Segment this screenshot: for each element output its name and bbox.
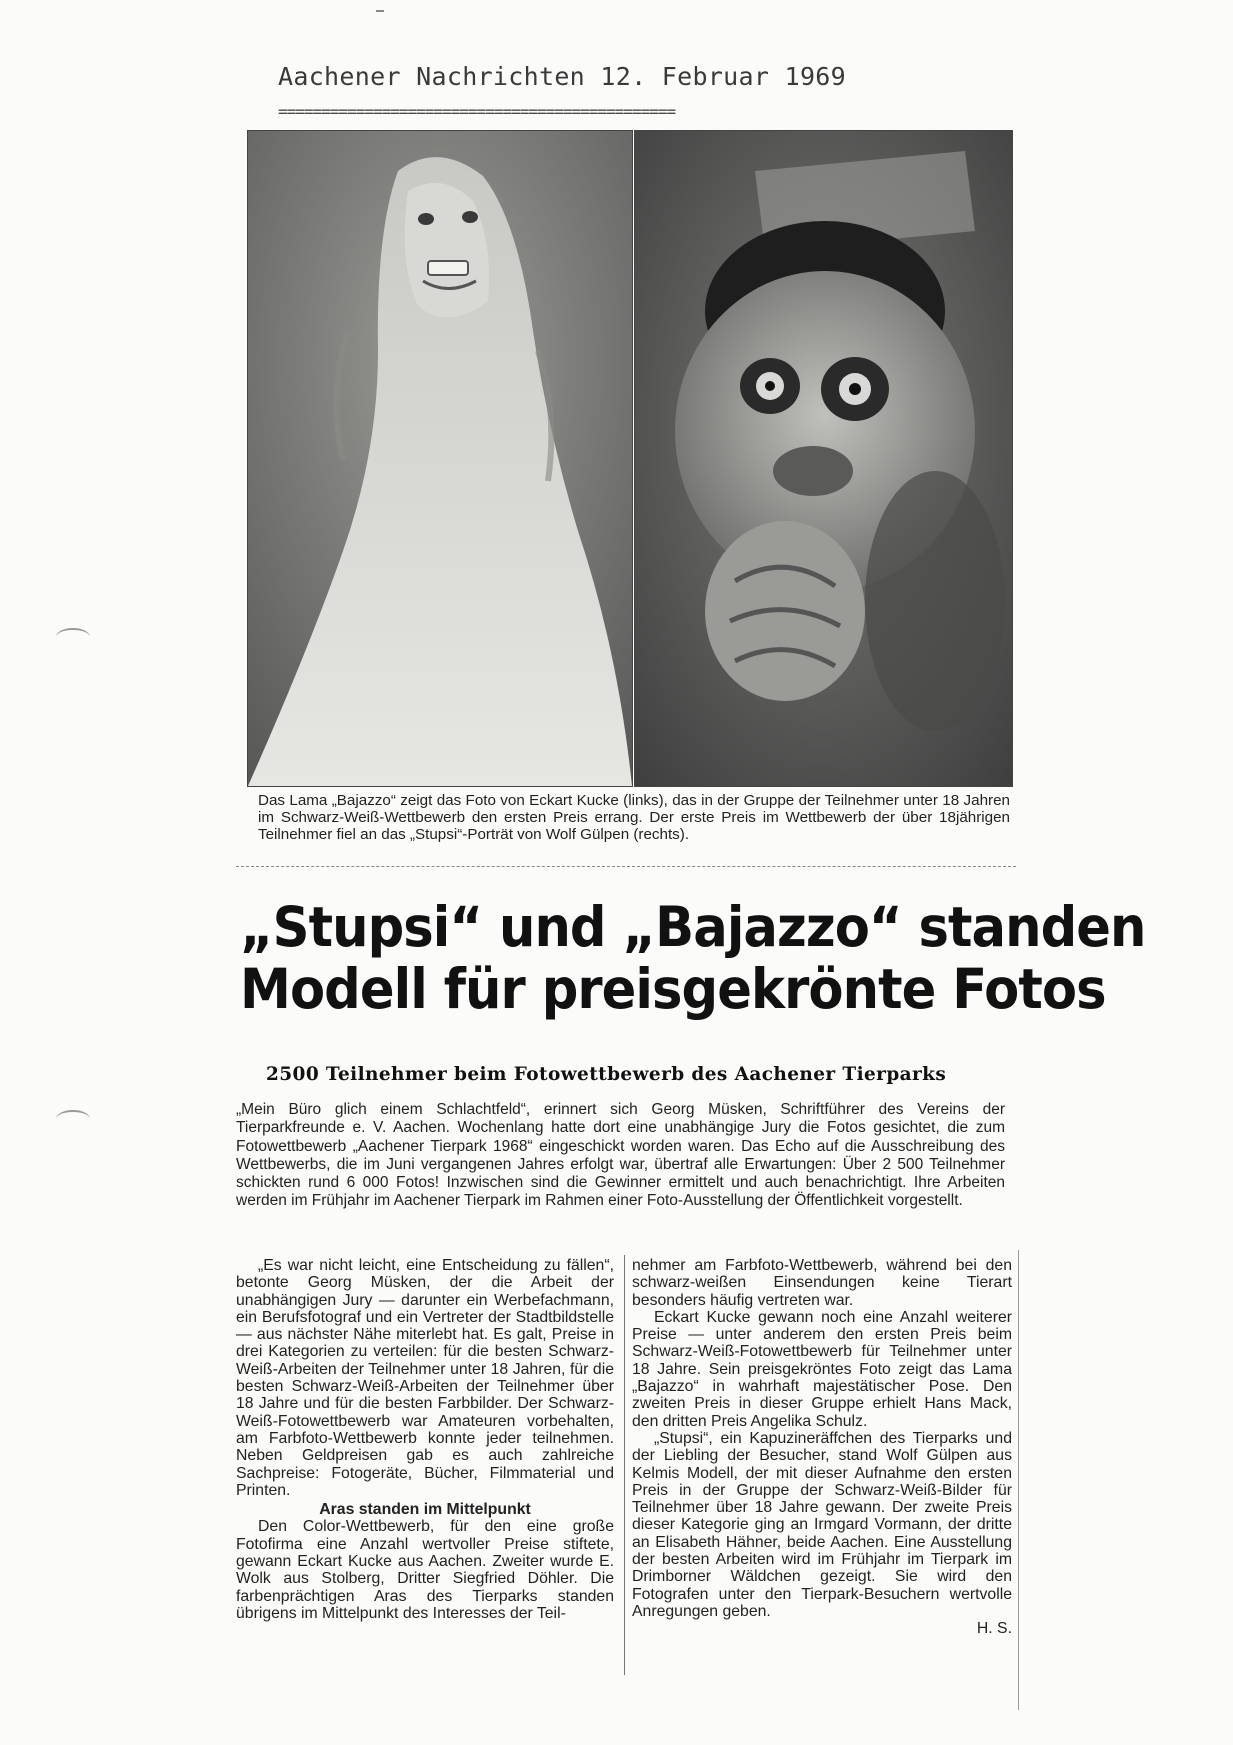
article-column-left (236, 1257, 614, 1622)
newspaper-source-line: Aachener Nachrichten 12. Februar 1969 (278, 62, 846, 91)
column-divider (624, 1255, 625, 1675)
clipping-edge (1018, 1250, 1019, 1710)
paragraph: Den Color-Wettbewerb, für den eine große Fotofirma eine Anzahl wertvoller Preise stiftete, gewann Eckart Kucke aus Aachen. Zweiter wurde E. Wolk aus Stolberg, Dritter Siegfried Döhler. Die farbenprächtigen Aras des Tierparks standen übrigens im Mittelpunkt des Interesses der Teil- (236, 1518, 614, 1622)
headline-line-1: „Stupsi“ und „Bajazzo“ standen (240, 895, 1146, 959)
monkey-photo (634, 130, 1013, 787)
section-subhead: Aras standen im Mittelpunkt (319, 1501, 531, 1519)
lead-paragraph: „Mein Büro glich einem Schlachtfeld“, erinnert sich Georg Müsken, Schriftführer des Vereins der Tierparkfreunde e. V. Aachen. Wochenlang hatte dort eine unabhängige Jury die Fotos gesichtet, die zum Fotowettbewerb „Aachener Tierpark 1968“ eingeschickt worden waren. Das Echo auf die Ausschreibung des Wettbewerbs, die im Juni vergangenen Jahres erfolgt war, übertraf alle Erwartungen: Über 2 500 Teilnehmer schickten rund 6 000 Fotos! Inzwischen sind die Gewinner ermittelt und auch benachrichtigt. Ihre Arbeiten werden im Frühjahr im Aachener Tierpark im Rahmen einer Foto-Ausstellung der Öffentlichkeit vorgestellt. (236, 1101, 1005, 1210)
llama-photo (247, 130, 633, 787)
punch-hole-mark (56, 628, 90, 646)
llama-photo-icon (248, 131, 632, 786)
capuchin-monkey-photo-icon (635, 131, 1012, 786)
article-subheadline: 2500 Teilnehmer beim Fotowettbewerb des Aachener Tierparks (266, 1064, 947, 1085)
paragraph: nehmer am Farbfoto-Wettbewerb, während bei den schwarz-weißen Einsendungen keine Tierart besonders häufig vertreten war. (632, 1257, 1012, 1309)
paragraph: „Es war nicht leicht, eine Entscheidung zu fällen“, betonte Georg Müsken, der die Arbeit der unabhängigen Jury — darunter ein Werbefachmann, ein Berufsfotograf und ein Vertreter der Stadtbildstelle — aus nächster Nähe miterlebt hat. Es galt, Preise in drei Kategorien zu verteilen: für die besten Schwarz-Weiß-Arbeiten der Teilnehmer unter 18 Jahren, für die besten Schwarz-Weiß-Arbeiten der Teilnehmer über 18 Jahre und für die besten Farbbilder. Der Schwarz-Weiß-Fotowettbewerb war Amateuren vorbehalten, am Farbfoto-Wettbewerb konnte jeder teilnehmen. Neben Geldpreisen gab es auch zahlreiche Sachpreise: Fotogeräte, Bücher, Filmmaterial und Printen. (236, 1257, 614, 1499)
article-column-right (632, 1257, 1012, 1638)
caption-divider (236, 866, 1016, 867)
photo-caption: Das Lama „Bajazzo“ zeigt das Foto von Eckart Kucke (links), das in der Gruppe der Teilnehmer unter 18 Jahren im Schwarz-Weiß-Wettbewerb den ersten Preis errang. Der erste Preis im Wettbewerb der über 18jährigen Teilnehmer fiel an das „Stupsi“-Porträt von Wolf Gülpen (rechts). (258, 792, 1010, 843)
paragraph: „Stupsi“, ein Kapuzineräffchen des Tierparks und der Liebling der Besucher, stand Wolf Gülpen aus Kelmis Modell, der mit dieser Aufnahme den ersten Preis in der Gruppe der Schwarz-Weiß-Bilder für Teilnehmer über 18 Jahre gewann. Der zweite Preis dieser Kategorie ging an Irmgard Vormann, der dritte an Elisabeth Hähner, beide Aachen. Eine Ausstellung der besten Arbeiten wird im Frühjahr im Tierpark im Drimborner Wäldchen gezeigt. Sie wird den Fotografen unter den Tierpark-Besuchern wertvolle Anregungen geben. (632, 1429, 1012, 1620)
scan-mark (376, 10, 384, 12)
header-rule: ============================================== (278, 104, 676, 120)
paragraph: Eckart Kucke gewann noch eine Anzahl weiterer Preise — unter anderem den ersten Preis beim Schwarz-Weiß-Fotowettbewerb für Teilnehmer unter 18 Jahre. Sein preisgekröntes Foto zeigt das Lama „Bajazzo“ in wahrhaft majestätischer Pose. Den zweiten Preis in dieser Gruppe erhielt Hans Mack, den dritten Preis Angelika Schulz. (632, 1308, 1012, 1430)
punch-hole-mark (56, 1110, 90, 1128)
headline-line-2: Modell für preisgekrönte Fotos (240, 957, 1106, 1021)
article-headline (240, 895, 1146, 1021)
author-signature: H. S. (976, 1620, 1012, 1638)
